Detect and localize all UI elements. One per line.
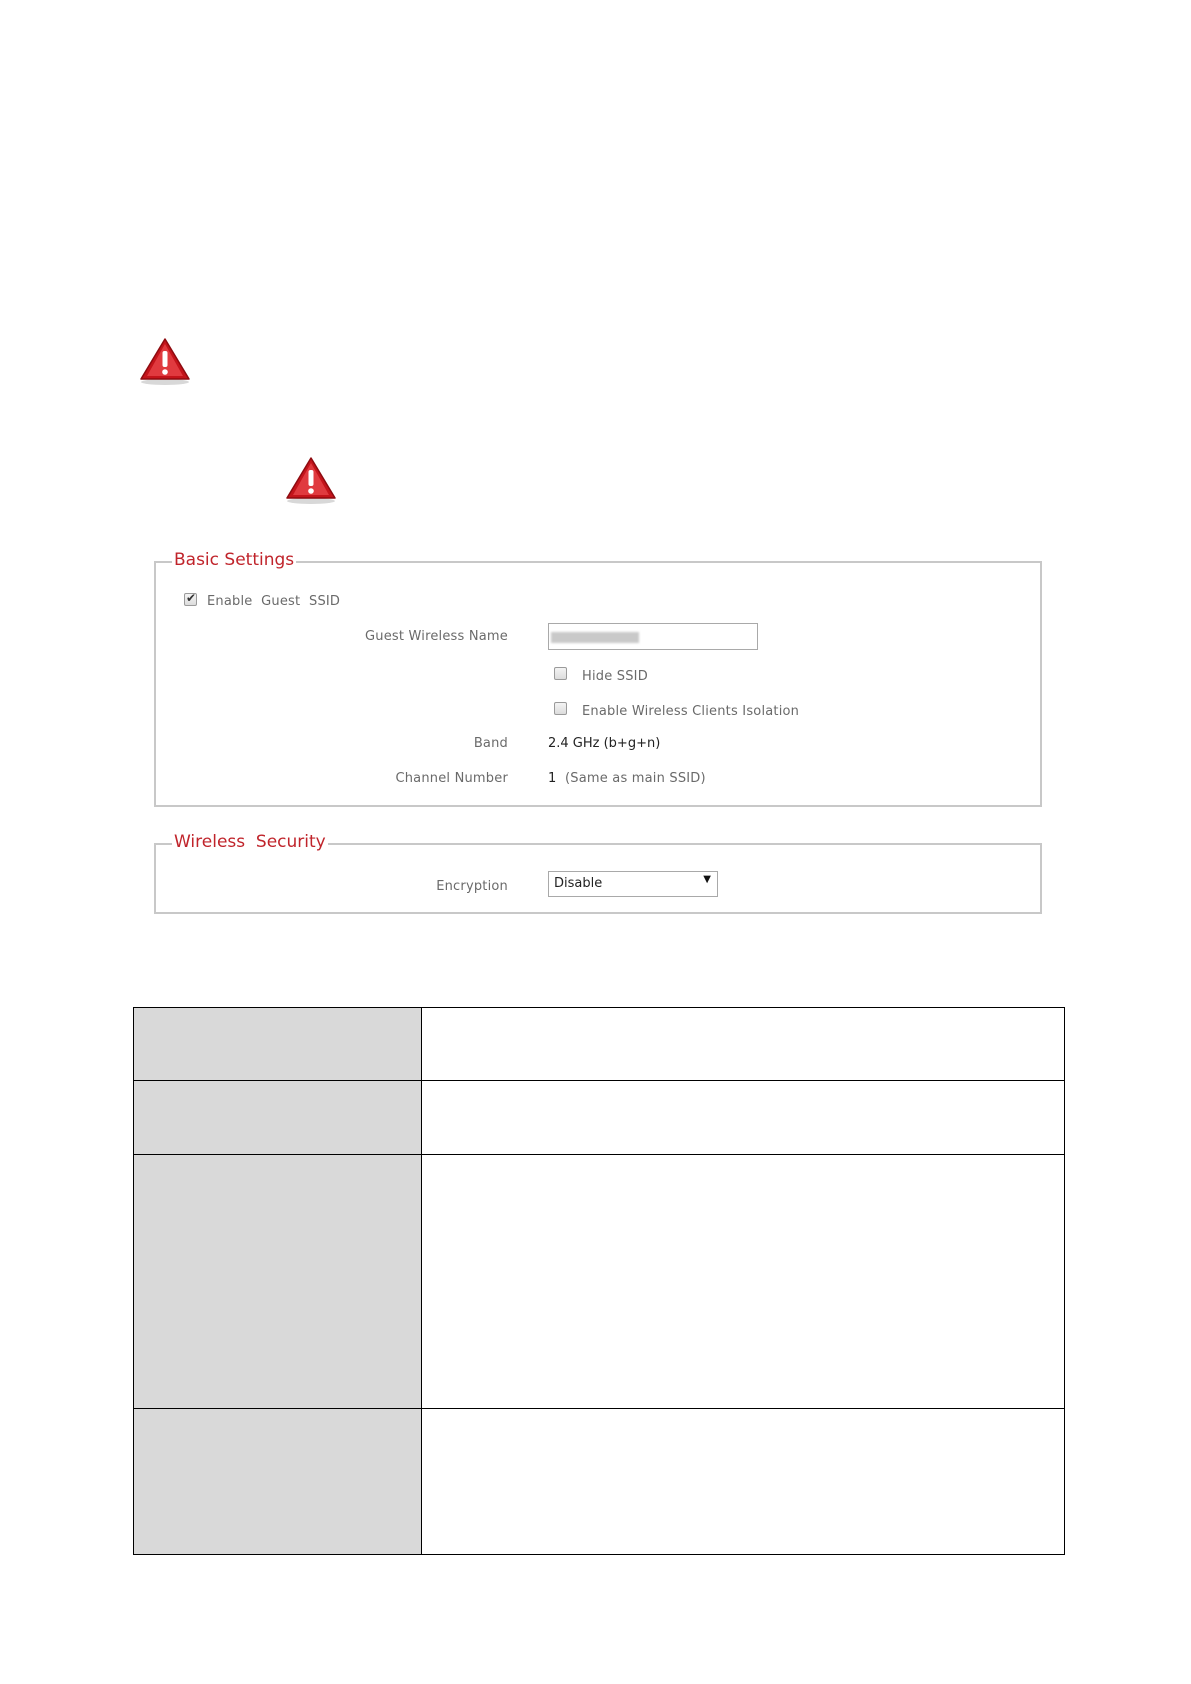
table-key-cell [134, 1081, 422, 1155]
dropdown-arrow-icon: ▼ [703, 874, 711, 885]
table-row [134, 1081, 1065, 1155]
channel-number-value: 1 [548, 771, 557, 786]
encryption-select[interactable] [548, 871, 718, 897]
hide-ssid-label: Hide SSID [582, 669, 648, 684]
blurred-ssid-text [551, 632, 639, 643]
client-isolation-label: Enable Wireless Clients Isolation [582, 704, 800, 719]
table-row [134, 1008, 1065, 1081]
table-value-cell [422, 1008, 1065, 1081]
wireless-security-legend: Wireless Security [172, 829, 328, 855]
table-key-cell [134, 1008, 422, 1081]
table-key-cell [134, 1155, 422, 1409]
warning-icon [138, 336, 192, 386]
encryption-label: Encryption [436, 879, 508, 894]
table-row [134, 1155, 1065, 1409]
encryption-selected-value: Disable [554, 876, 603, 891]
settings-description-table [133, 1007, 1065, 1555]
basic-settings-legend: Basic Settings [172, 547, 296, 573]
table-value-cell [422, 1409, 1065, 1555]
basic-settings-panel [154, 550, 1042, 807]
guest-wireless-name-input[interactable] [548, 623, 758, 650]
wireless-security-panel [154, 832, 1042, 914]
guest-wireless-name-label: Guest Wireless Name [365, 629, 508, 644]
client-isolation-checkbox[interactable] [554, 702, 567, 715]
band-value: 2.4 GHz (b+g+n) [548, 736, 661, 751]
table-key-cell [134, 1409, 422, 1555]
band-label: Band [473, 736, 508, 751]
channel-number-note: (Same as main SSID) [565, 771, 706, 786]
table-value-cell [422, 1081, 1065, 1155]
table-row [134, 1409, 1065, 1555]
channel-number-label: Channel Number [395, 771, 508, 786]
hide-ssid-checkbox[interactable] [554, 667, 567, 680]
warning-icon [284, 455, 338, 505]
enable-guest-ssid-label: Enable Guest SSID [207, 594, 341, 609]
table-value-cell [422, 1155, 1065, 1409]
enable-guest-ssid-checkbox[interactable] [184, 593, 197, 606]
